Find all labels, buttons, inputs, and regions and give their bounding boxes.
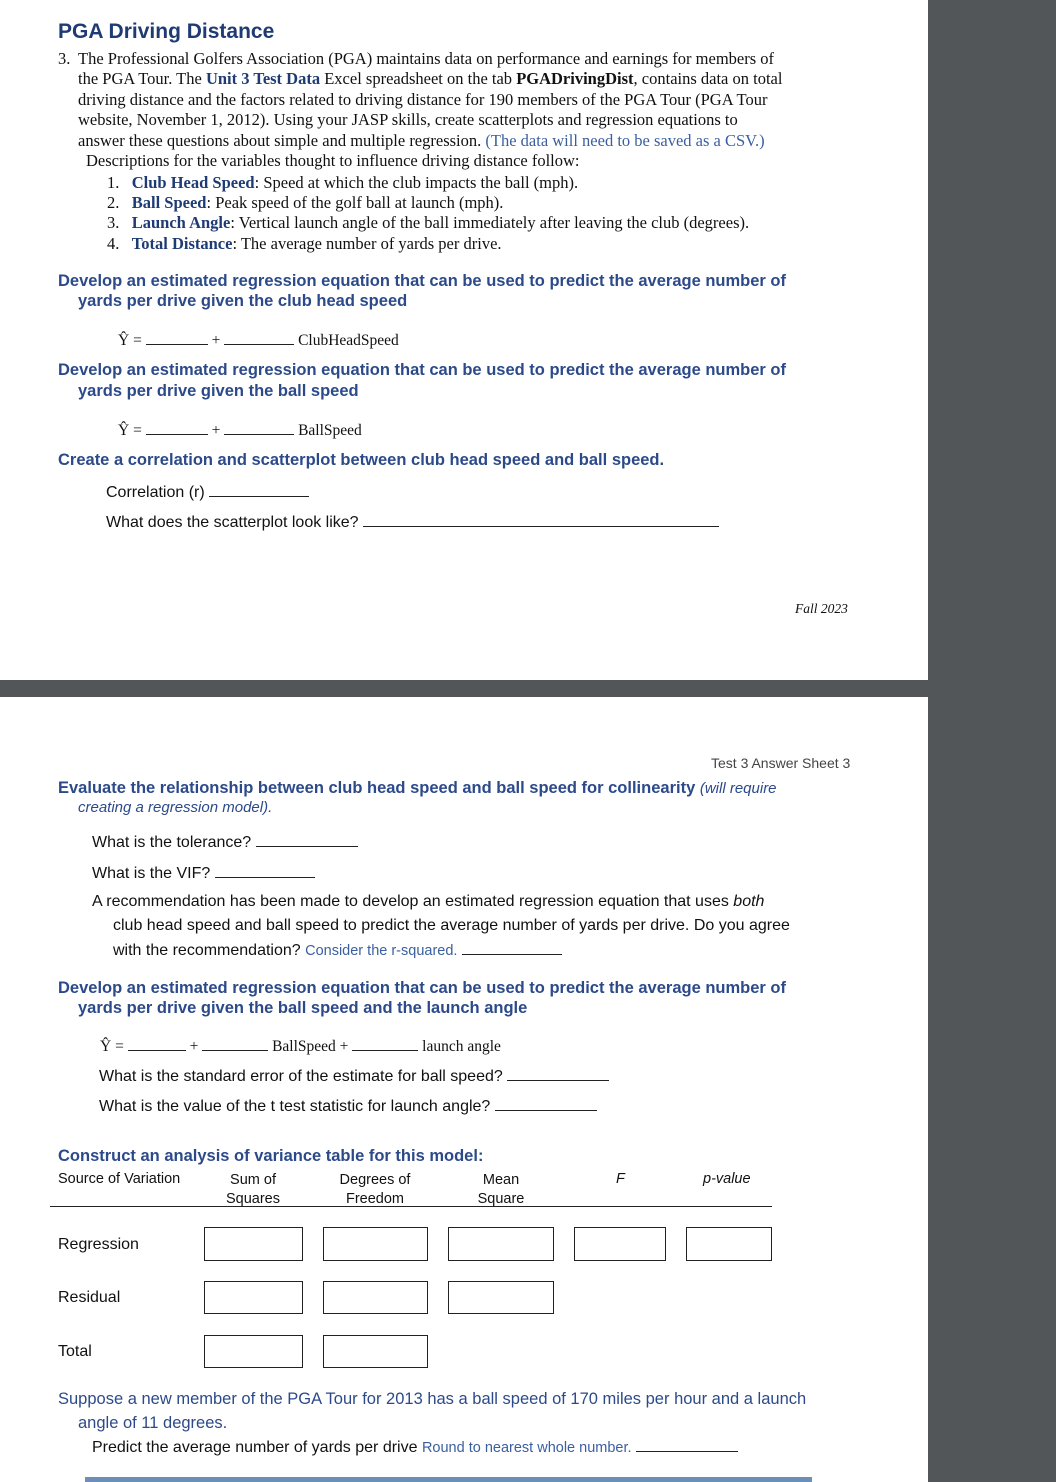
residual-ss-box[interactable]	[204, 1281, 303, 1314]
y-hat: Ŷ =	[118, 332, 142, 349]
predict-label: Predict the average number of yards per drive	[92, 1439, 422, 1456]
rsquared-hint: Consider the r-squared.	[305, 943, 458, 959]
vif-blank[interactable]	[215, 863, 315, 878]
variable-name: Club Head Speed	[131, 173, 255, 192]
correlation-blank[interactable]	[209, 482, 309, 497]
list-number: 1.	[107, 173, 120, 192]
row-label-regression: Regression	[58, 1236, 139, 1253]
scatter-label: What does the scatterplot look like?	[106, 514, 359, 531]
table-header-rule	[50, 1206, 772, 1207]
col-degrees-of-freedom	[325, 1171, 425, 1209]
q4-heading-line-1	[58, 779, 777, 798]
next-page-edge	[85, 1477, 812, 1482]
correlation-row	[106, 482, 309, 502]
page-1	[0, 0, 928, 680]
variable-desc: : Speed at which the club impacts the ball (mph).	[254, 173, 579, 192]
variable-item	[107, 173, 578, 193]
q1-heading-line-1: Develop an estimated regression equation that can be used to predict the average number of	[58, 272, 787, 290]
se-row	[99, 1066, 609, 1086]
t-label: What is the value of the t test statistic for launch angle?	[99, 1098, 491, 1115]
tolerance-row	[92, 832, 358, 852]
tolerance-label: What is the tolerance?	[92, 834, 252, 851]
recommendation-text: A recommendation has been made to develop an estimated regression equation that uses	[92, 893, 734, 910]
page-2	[0, 697, 928, 1482]
row-label-residual: Residual	[58, 1289, 121, 1306]
variable-desc: : Vertical launch angle of the ball immediately after leaving the club (degrees).	[230, 213, 750, 232]
q5-heading-line-2: yards per drive given the ball speed and the launch angle	[78, 999, 528, 1017]
intro-number: 3.	[58, 49, 71, 68]
q1-heading-line-2: yards per drive given the club head speed	[78, 292, 408, 310]
residual-df-box[interactable]	[323, 1281, 428, 1314]
variable-name: Ball Speed	[131, 193, 207, 212]
col-f: F	[616, 1171, 625, 1187]
variable-desc: : The average number of yards per drive.	[232, 234, 502, 253]
intro-line-6: Descriptions for the variables thought to influence driving distance follow:	[86, 151, 580, 170]
scatter-blank[interactable]	[363, 512, 719, 527]
intro-text: the PGA Tour. The	[78, 69, 206, 88]
list-number: 3.	[107, 213, 120, 232]
se-label: What is the standard error of the estimate for ball speed?	[99, 1068, 503, 1085]
plus-sign: +	[189, 1038, 199, 1055]
regression-p-box[interactable]	[686, 1227, 772, 1261]
slope-blank[interactable]	[224, 330, 294, 345]
variable-label: ClubHeadSpeed	[298, 332, 399, 349]
col-label: Sum of	[230, 1172, 276, 1188]
predict-blank[interactable]	[636, 1437, 738, 1452]
footer-term: Fall 2023	[795, 601, 848, 616]
intro-text: , contains data on total	[633, 69, 783, 88]
q4-heading-text: Evaluate the relationship between club head speed and ball speed for collinearity	[58, 779, 700, 797]
list-number: 4.	[107, 234, 120, 253]
intercept-blank[interactable]	[128, 1036, 186, 1051]
emphasis-both: both	[733, 893, 765, 910]
intro-line-2	[78, 69, 782, 89]
variable-item	[107, 234, 502, 254]
total-df-box[interactable]	[323, 1335, 428, 1368]
variable-desc: : Peak speed of the golf ball at launch (mph).	[206, 193, 504, 212]
total-ss-box[interactable]	[204, 1335, 303, 1368]
tab-name: PGADrivingDist	[516, 69, 634, 88]
q2-heading-line-2: yards per drive given the ball speed	[78, 382, 359, 400]
intercept-blank[interactable]	[146, 420, 208, 435]
col-source: Source of Variation	[58, 1171, 181, 1187]
t-row	[99, 1096, 597, 1116]
variable-item	[107, 193, 503, 213]
col-p-value: p-value	[703, 1171, 751, 1187]
q4-note-line-2: creating a regression model).	[78, 799, 273, 816]
intro-text: Excel spreadsheet on the tab	[320, 69, 517, 88]
col-sum-of-squares	[213, 1171, 293, 1209]
intro-line-1: The Professional Golfers Association (PGA) maintains data on performance and earnings for members of	[78, 49, 775, 68]
plus-sign: +	[211, 332, 221, 349]
residual-ms-box[interactable]	[448, 1281, 554, 1314]
regression-f-box[interactable]	[574, 1227, 666, 1261]
col-label: Squares	[225, 1191, 280, 1207]
q2-equation	[118, 420, 362, 440]
recommendation-text: with the recommendation?	[113, 942, 306, 959]
correlation-label: Correlation (r)	[106, 484, 205, 501]
q2-heading-line-1: Develop an estimated regression equation that can be used to predict the average number of	[58, 361, 787, 379]
col-label: Square	[477, 1191, 525, 1207]
regression-df-box[interactable]	[323, 1227, 428, 1261]
q5-equation	[100, 1036, 501, 1056]
slope-blank[interactable]	[224, 420, 294, 435]
variable-label: BallSpeed	[298, 422, 362, 439]
col-label: Mean	[482, 1172, 520, 1188]
q5-heading-line-1: Develop an estimated regression equation that can be used to predict the average number of	[58, 979, 787, 997]
intro-line-4: website, November 1, 2012). Using your JASP skills, create scatterplots and regression equations to	[78, 110, 738, 129]
list-number: 2.	[107, 193, 120, 212]
predict-row	[92, 1437, 738, 1457]
variable-label: launch angle	[422, 1038, 501, 1055]
y-hat: Ŷ =	[100, 1038, 124, 1055]
q6-line-2: angle of 11 degrees.	[78, 1414, 228, 1432]
plus-sign: +	[211, 422, 221, 439]
recommendation-blank[interactable]	[462, 940, 562, 955]
variable-name: Launch Angle	[131, 213, 231, 232]
se-blank[interactable]	[507, 1066, 609, 1081]
spreadsheet-name: Unit 3 Test Data	[205, 69, 321, 88]
scatter-row	[106, 512, 719, 532]
q3-heading: Create a correlation and scatterplot between club head speed and ball speed.	[58, 451, 665, 469]
intro-text: answer these questions about simple and multiple regression.	[78, 131, 486, 150]
launch-coef-blank[interactable]	[352, 1036, 418, 1051]
q6-line-1: Suppose a new member of the PGA Tour for 2013 has a ball speed of 170 miles per hour and a launch	[58, 1390, 807, 1408]
intro-line-3: driving distance and the factors related to driving distance for 190 members of the PGA Tour (PGA Tour	[78, 90, 768, 109]
recommendation-line-2: club head speed and ball speed to predict the average number of yards per drive. Do you agree	[113, 917, 790, 934]
recommendation-line-1	[92, 893, 764, 911]
q4-note: (will require	[699, 780, 777, 797]
col-mean-square	[461, 1171, 541, 1209]
variable-name: Total Distance	[131, 234, 233, 253]
csv-note: (The data will need to be saved as a CSV.)	[485, 131, 765, 150]
variable-label: BallSpeed +	[272, 1038, 349, 1055]
page-title: PGA Driving Distance	[58, 20, 275, 43]
y-hat: Ŷ =	[118, 422, 142, 439]
row-label-total: Total	[58, 1343, 92, 1360]
vif-label: What is the VIF?	[92, 865, 211, 882]
intro-line-5	[78, 131, 765, 151]
regression-ss-box[interactable]	[204, 1227, 303, 1261]
page-header: Test 3 Answer Sheet 3	[711, 755, 851, 771]
regression-ms-box[interactable]	[448, 1227, 554, 1261]
col-label: Freedom	[345, 1191, 405, 1207]
rounding-hint: Round to nearest whole number.	[421, 1440, 632, 1456]
tolerance-blank[interactable]	[256, 832, 358, 847]
recommendation-line-3	[113, 940, 562, 960]
vif-row	[92, 863, 315, 883]
ballspeed-coef-blank[interactable]	[202, 1036, 268, 1051]
t-blank[interactable]	[495, 1096, 597, 1111]
q1-equation	[118, 330, 399, 350]
anova-heading: Construct an analysis of variance table for this model:	[58, 1147, 484, 1165]
variable-item	[107, 213, 749, 233]
col-label: Degrees of	[339, 1172, 411, 1188]
intercept-blank[interactable]	[146, 330, 208, 345]
